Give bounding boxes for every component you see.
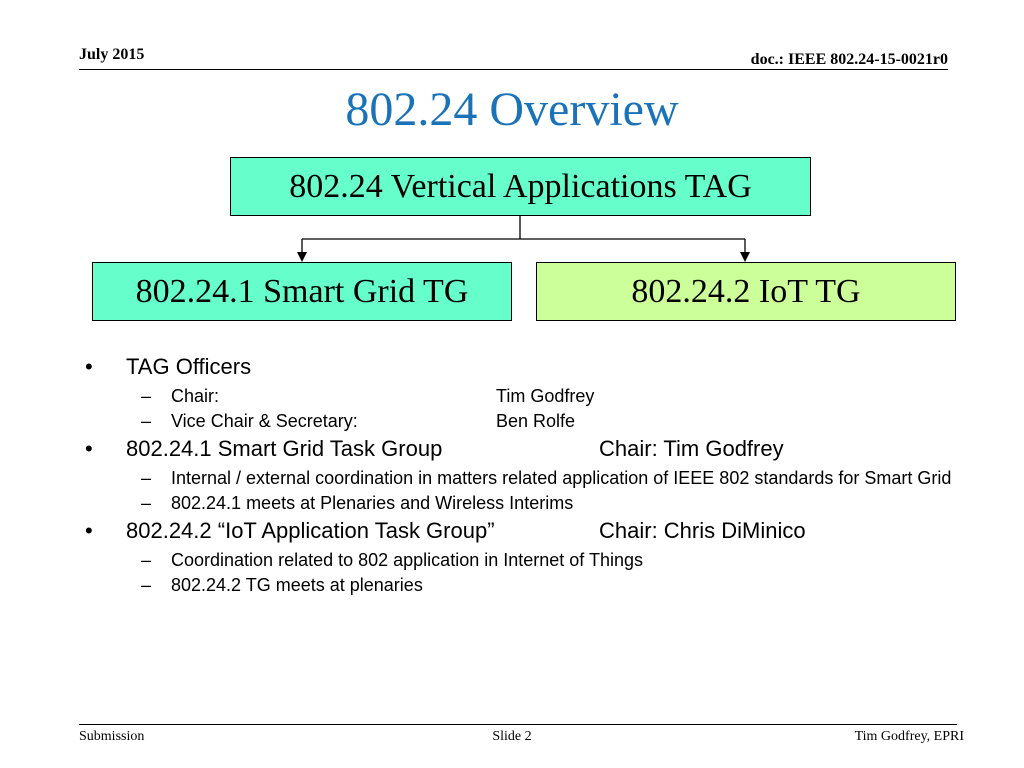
iot-item-text: Coordination related to 802 application in Internet of Things <box>171 550 643 570</box>
bullet-list <box>79 352 969 596</box>
bullet-mark: • <box>85 436 93 461</box>
officers-heading: TAG Officers <box>126 354 252 379</box>
officer-row-chair <box>79 386 969 407</box>
org-box-smart-grid: 802.24.1 Smart Grid TG <box>92 262 512 321</box>
smart-grid-heading: 802.24.1 Smart Grid Task Group <box>126 436 443 461</box>
bullet-mark: • <box>85 518 93 543</box>
footer-slide-number: Slide 2 <box>492 729 532 744</box>
footer-submission: Submission <box>79 729 145 744</box>
officer-name: Tim Godfrey <box>496 386 595 406</box>
footer-divider <box>79 724 957 725</box>
dash-mark: – <box>141 386 152 406</box>
org-box-tag: 802.24 Vertical Applications TAG <box>230 157 811 216</box>
bullet-mark: • <box>85 354 93 379</box>
smart-grid-item <box>79 493 969 514</box>
smart-grid-item-text: Internal / external coordination in matters related application of IEEE 802 standards for Smart Grid <box>171 468 952 488</box>
officer-name: Ben Rolfe <box>496 411 576 431</box>
officer-role: Chair: <box>171 386 220 406</box>
iot-item <box>79 575 969 596</box>
bullet-iot <box>79 516 969 546</box>
arrowhead-right <box>740 252 750 262</box>
header-doc-id: doc.: IEEE 802.24-15-0021r0 <box>750 51 948 68</box>
dash-mark: – <box>141 468 152 488</box>
officer-row-vice-chair <box>79 411 969 432</box>
header-date: July 2015 <box>79 46 145 63</box>
iot-item <box>79 550 969 571</box>
smart-grid-item-text: 802.24.1 meets at Plenaries and Wireless Interims <box>171 493 574 513</box>
bullet-smart-grid <box>79 434 969 464</box>
smart-grid-item <box>79 468 969 489</box>
slide-title: 802.24 Overview <box>345 83 679 136</box>
dash-mark: – <box>141 575 152 595</box>
iot-chair: Chair: Chris DiMinico <box>599 518 806 543</box>
footer-author: Tim Godfrey, EPRI <box>854 729 964 744</box>
officer-role: Vice Chair & Secretary: <box>171 411 358 431</box>
iot-item-text: 802.24.2 TG meets at plenaries <box>171 575 423 595</box>
org-box-iot: 802.24.2 IoT TG <box>536 262 956 321</box>
iot-heading: 802.24.2 “IoT Application Task Group” <box>126 518 495 543</box>
bullet-officers <box>79 352 969 382</box>
dash-mark: – <box>141 411 152 431</box>
dash-mark: – <box>141 493 152 513</box>
arrowhead-left <box>297 252 307 262</box>
smart-grid-chair: Chair: Tim Godfrey <box>599 436 784 461</box>
dash-mark: – <box>141 550 152 570</box>
